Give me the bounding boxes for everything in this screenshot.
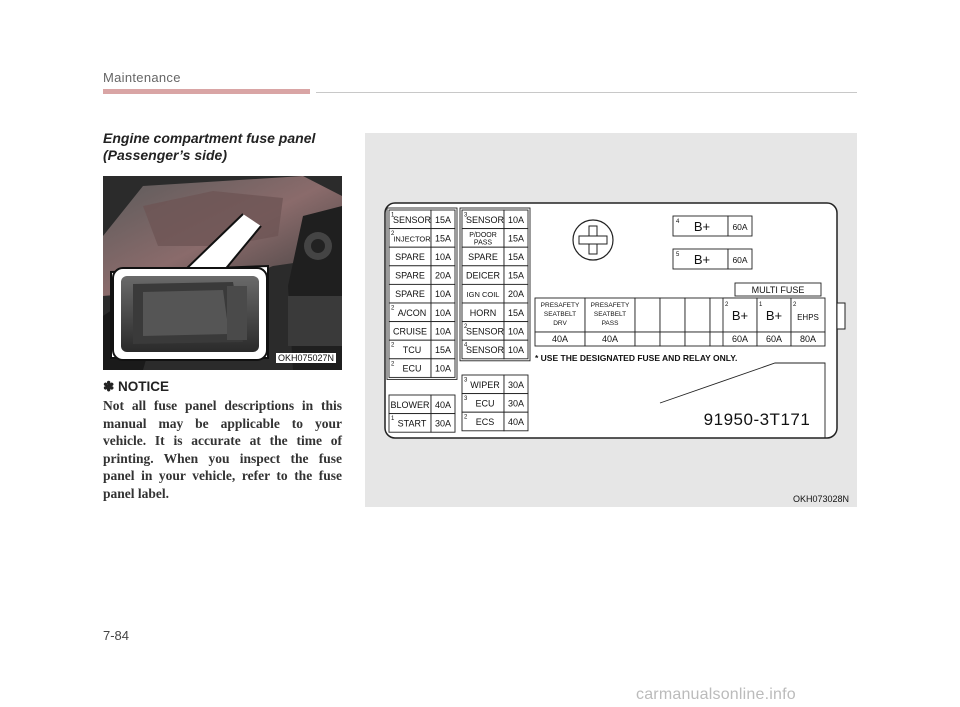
fuse-amp: 40A [434,399,452,410]
fuse-name: SENSOR [392,214,432,225]
fuse-amp: 15A [507,233,525,244]
presafety-line1: PRESAFETY [590,302,630,309]
fuse-name: ECU [402,363,422,374]
empty-slot [635,298,660,332]
fuse-superscript: 1 [391,212,395,219]
fuse-name: ECS [475,417,495,427]
fuse-superscript: 2 [391,305,395,312]
fuse-name-2: PASS [473,239,493,247]
fuse-amp: 10A [434,363,452,374]
bplus-name: B+ [693,252,711,267]
multi-fuse-name: EHPS [797,313,819,322]
fuse-name: P/DOOR [469,231,497,239]
fuse-amp: 30A [507,398,525,409]
fuse-superscript: 2 [464,324,468,331]
fuse-name: START [397,418,427,429]
fuse-amp: 10A [507,326,525,337]
fuse-superscript: 2 [391,231,395,238]
fuse-amp: 15A [434,233,452,244]
empty-slot-bottom [635,332,660,346]
engine-photo-illustration [103,176,342,370]
fuse-label-diagram [365,133,857,507]
watermark: carmanualsonline.info [636,686,796,703]
multi-fuse-name: B+ [731,308,749,323]
fuse-name: CRUISE [392,326,428,337]
empty-slot [685,298,710,332]
presafety-line2: SEATBELT [593,311,627,318]
presafety-line1: PRESAFETY [540,302,580,309]
page-number: 7-84 [103,628,130,643]
fuse-name: WIPER [470,379,500,390]
multi-fuse-amp: 60A [731,334,749,344]
fuse-superscript: 3 [464,377,468,384]
empty-slot [660,298,685,332]
fuse-name: DEICER [465,270,501,281]
part-number: 91950-3T171 [703,410,811,429]
heading-line-1: Engine compartment fuse panel [103,130,316,146]
multi-fuse-superscript: 1 [759,302,763,308]
fuse-amp: 15A [434,345,452,355]
fuse-amp: 10A [434,307,452,318]
fuse-name: SPARE [395,252,425,262]
label-tab [837,303,845,329]
fuse-superscript: 2 [391,342,395,349]
fuse-name: SENSOR [465,326,505,337]
fuse-name: BLOWER [390,399,430,410]
fuse-amp: 15A [507,270,525,281]
fuse-amp: 20A [434,270,452,281]
fuse-name: TCU [402,345,422,355]
multi-fuse-superscript: 2 [793,302,797,308]
multi-fuse-title: MULTI FUSE [751,285,805,295]
presafety-line2: SEATBELT [543,311,577,318]
bplus-name: B+ [693,219,711,234]
fuse-amp: 30A [507,379,525,390]
fuse-amp: 15A [507,252,525,262]
fuse-superscript: 2 [391,361,395,368]
presafety-amp: 40A [601,334,619,344]
presafety-amp: 40A [551,334,569,344]
fuse-superscript: 3 [464,396,468,403]
fuse-superscript: 1 [391,416,395,423]
fuse-name: SPARE [395,289,425,300]
photo-caption: OKH075027N [278,353,335,363]
relay-cross-horizontal [579,236,607,244]
heading-line-2: (Passenger’s side) [103,147,227,163]
header-accent-rule [103,89,310,94]
fuse-amp: 20A [507,289,525,300]
empty-slot-bottom [660,332,685,346]
fuse-superscript: 3 [464,212,468,219]
multi-fuse-name: B+ [765,308,783,323]
bplus-superscript: 4 [676,219,680,225]
fuse-name: HORN [469,307,497,318]
fuse-name: IGN COIL [466,290,500,300]
multi-fuse-amp: 60A [765,334,783,344]
fuse-name: SENSOR [465,345,505,355]
presafety-line3: PASS [601,320,619,327]
fuse-name: ECU [475,398,495,409]
fuse-label-svg [365,133,857,507]
diagram-caption: OKH073028N [793,494,850,504]
fuse-amp: 10A [434,252,452,262]
fuse-superscript: 4 [464,342,468,349]
fuse-name: SENSOR [465,214,505,225]
fuse-amp: 40A [507,417,525,427]
empty-slot-bottom [685,332,710,346]
bplus-amp: 60A [732,255,748,265]
section-title: Maintenance [103,70,181,85]
fuse-name: SPARE [468,252,498,262]
fuse-name: SPARE [395,270,425,281]
fuse-name: INJECTOR [393,234,431,244]
multi-fuse-amp: 80A [799,334,817,344]
bplus-superscript: 5 [676,252,680,258]
multi-fuse-superscript: 2 [725,302,729,308]
fuse-amp: 30A [434,418,452,429]
fuse-amp: 10A [507,345,525,355]
notice-title: ✽ NOTICE [103,379,170,394]
bplus-amp: 60A [732,222,748,232]
presafety-line3: DRV [553,320,567,327]
notice-body: Not all fuse panel descriptions in this manual may be applicable to your vehicle. It is accurate at the time of printing. When you inspect the fuse panel in your vehicle, refer to the fuse panel label. [103,398,342,501]
warning-text: * USE THE DESIGNATED FUSE AND RELAY ONLY. [535,353,738,363]
page-heading [103,130,343,164]
engine-photo [103,176,342,370]
fuse-amp: 10A [434,326,452,337]
fuse-superscript: 2 [464,414,468,421]
fuse-name: A/CON [397,307,427,318]
fuse-amp: 10A [434,289,452,300]
fuse-amp: 10A [507,214,525,225]
header-divider [316,92,857,93]
fuse-amp: 15A [507,307,525,318]
fuse-amp: 15A [434,214,452,225]
